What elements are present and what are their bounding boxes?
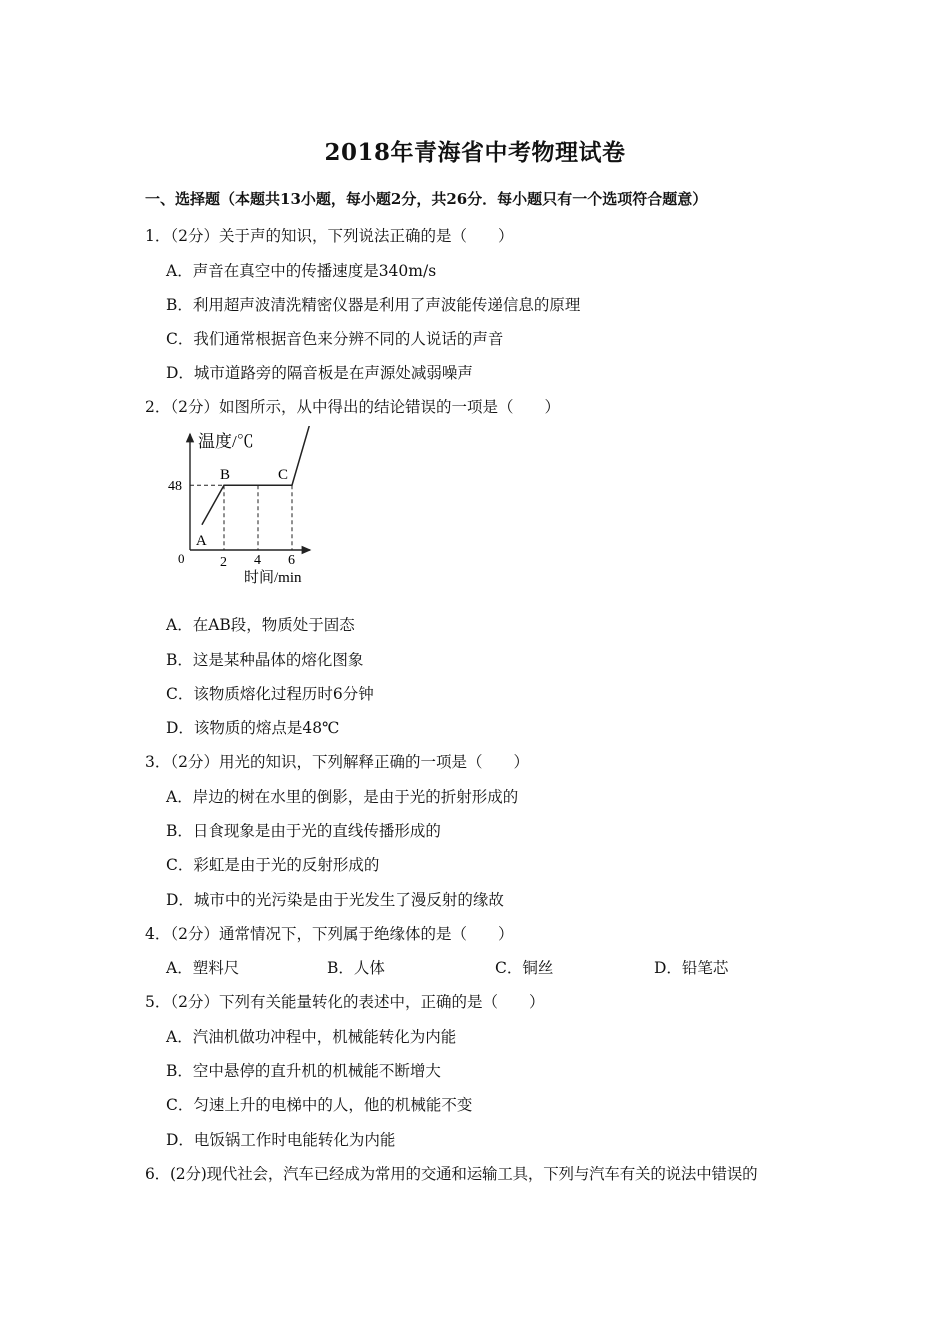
melting-graph-figure bbox=[164, 426, 324, 590]
y-axis-label: 温度/℃ bbox=[198, 432, 254, 451]
q4-option-d: D．铅笔芯 bbox=[654, 959, 729, 977]
q1-option-c: C．我们通常根据音色来分辨不同的人说话的声音 bbox=[166, 330, 504, 348]
x-tick-4: 4 bbox=[254, 553, 261, 568]
x-tick-0: 0 bbox=[178, 551, 185, 566]
q4-option-b: B．人体 bbox=[327, 959, 385, 977]
q5-option-b: B．空中悬停的直升机的机械能不断增大 bbox=[166, 1062, 441, 1080]
q3-option-c: C．彩虹是由于光的反射形成的 bbox=[166, 856, 380, 874]
q3-option-b: B．日食现象是由于光的直线传播形成的 bbox=[166, 822, 441, 840]
q2-option-d: D．该物质的熔点是48℃ bbox=[166, 719, 340, 737]
q5-option-a: A．汽油机做功冲程中，机械能转化为内能 bbox=[166, 1028, 457, 1046]
q4-option-c: C．铜丝 bbox=[495, 959, 554, 977]
x-tick-6: 6 bbox=[288, 553, 295, 568]
point-label-b: B bbox=[220, 467, 231, 484]
q2-option-c: C．该物质熔化过程历时6分钟 bbox=[166, 685, 374, 703]
section-heading: 一、选择题（本题共13小题，每小题2分，共26分．每小题只有一个选项符合题意） bbox=[145, 190, 708, 208]
q2-option-a: A．在AB段，物质处于固态 bbox=[166, 616, 355, 634]
q2-option-b: B．这是某种晶体的熔化图象 bbox=[166, 651, 364, 669]
q3-option-a: A．岸边的树在水里的倒影，是由于光的折射形成的 bbox=[166, 788, 519, 806]
q1-option-d: D．城市道路旁的隔音板是在声源处减弱噪声 bbox=[166, 364, 473, 382]
q5-option-d: D．电饭锅工作时电能转化为内能 bbox=[166, 1131, 396, 1149]
question-2: 2．（2分）如图所示，从中得出的结论错误的一项是（ ） bbox=[145, 398, 560, 416]
page-title: 2018年青海省中考物理试卷 bbox=[324, 139, 626, 166]
x-axis-label: 时间/min bbox=[244, 570, 302, 586]
point-label-c: C bbox=[278, 467, 289, 484]
q5-option-c: C．匀速上升的电梯中的人，他的机械能不变 bbox=[166, 1096, 473, 1114]
q1-option-b: B．利用超声波清洗精密仪器是利用了声波能传递信息的原理 bbox=[166, 296, 581, 314]
question-1: 1．（2分）关于声的知识，下列说法正确的是（ ） bbox=[145, 227, 514, 245]
x-tick-2: 2 bbox=[220, 555, 227, 570]
question-6: 6．(2分)现代社会，汽车已经成为常用的交通和运输工具，下列与汽车有关的说法中错误的 bbox=[145, 1165, 758, 1183]
melting-graph bbox=[164, 426, 324, 586]
point-label-a: A bbox=[195, 532, 207, 549]
question-3: 3．（2分）用光的知识，下列解释正确的一项是（ ） bbox=[145, 753, 529, 771]
q1-option-a: A．声音在真空中的传播速度是340m/s bbox=[166, 262, 437, 280]
question-4: 4．（2分）通常情况下，下列属于绝缘体的是（ ） bbox=[145, 925, 514, 943]
q3-option-d: D．城市中的光污染是由于光发生了漫反射的缘故 bbox=[166, 891, 504, 909]
question-5: 5．（2分）下列有关能量转化的表述中，正确的是（ ） bbox=[145, 993, 545, 1011]
y-tick-48: 48 bbox=[168, 479, 182, 495]
q4-option-a: A．塑料尺 bbox=[166, 959, 240, 977]
